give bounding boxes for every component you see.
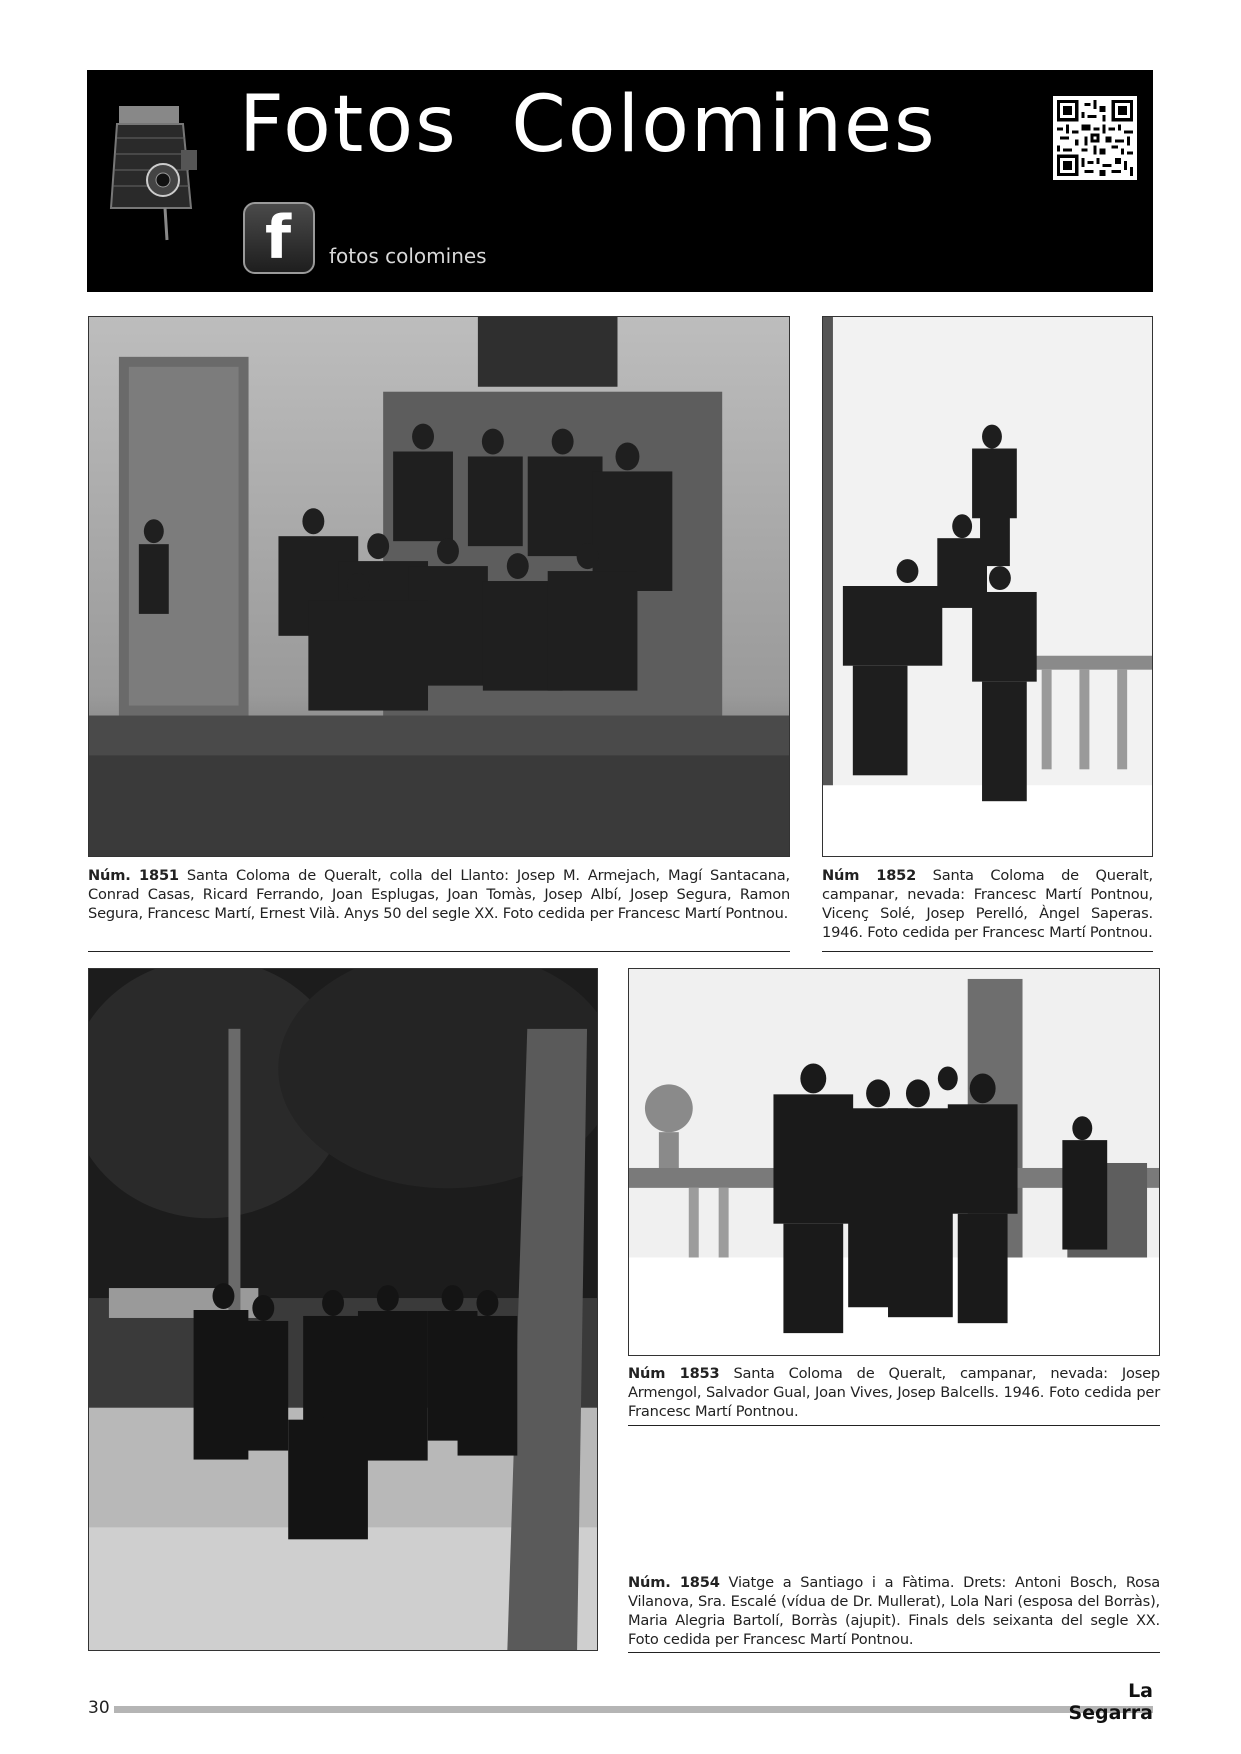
facebook-icon-letter: f: [265, 203, 292, 273]
photo-1853: [628, 968, 1160, 1356]
caption-text: Santa Coloma de Queralt, campanar, nevada: Josep Armengol, Salvador Gual, Joan Vives, Josep Balcells. 1946. Foto cedida per Francesc Martí Pontnou.: [628, 1365, 1160, 1420]
caption-divider: [822, 951, 1153, 952]
photo-1851: [88, 316, 790, 857]
caption-1853: [628, 1364, 1160, 1421]
photo-1852: [822, 316, 1153, 857]
footer-bar: [114, 1706, 1153, 1713]
caption-number: Núm. 1851: [88, 867, 179, 884]
page-title: Fotos Colomines: [239, 80, 937, 170]
caption-1852: [822, 866, 1153, 942]
caption-divider: [88, 951, 790, 952]
qr-code-icon: [1053, 96, 1137, 180]
vintage-camera-icon: [105, 88, 210, 248]
caption-number: Núm. 1854: [628, 1574, 720, 1591]
photo-1854: [88, 968, 598, 1651]
caption-1851: [88, 866, 790, 923]
caption-text: Viatge a Santiago i a Fàtima. Drets: Antoni Bosch, Rosa Vilanova, Sra. Escalé (vídua de Dr. Mullerat), Lola Nari (esposa del Borràs), Maria Alegria Bartolí, Borràs (ajupit). Finals dels seixanta del segle XX. Foto cedida per Francesc Martí Pontnou.: [628, 1574, 1160, 1648]
caption-divider: [628, 1425, 1160, 1426]
facebook-label: fotos colomines: [329, 244, 487, 268]
page-number: 30: [88, 1698, 110, 1718]
header-banner: [87, 70, 1153, 292]
facebook-icon[interactable]: [243, 202, 315, 274]
caption-1854: [628, 1573, 1160, 1649]
caption-number: Núm 1852: [822, 867, 917, 884]
caption-text: Santa Coloma de Queralt, colla del Llanto: Josep M. Armejach, Magí Santacana, Conrad Casas, Ricard Ferrando, Joan Esplugas, Joan Tomàs, Josep Albí, Josep Segura, Ramon Segura, Francesc Martí, Ernest Vilà. Anys 50 del segle XX. Foto cedida per Francesc Martí Pontnou.: [88, 867, 790, 922]
caption-number: Núm 1853: [628, 1365, 720, 1382]
caption-divider: [628, 1652, 1160, 1653]
caption-text: Santa Coloma de Queralt, campanar, nevada: Francesc Martí Pontnou, Vicenç Solé, Josep Perelló, Àngel Saperas. 1946. Foto cedida per Francesc Martí Pontnou.: [822, 867, 1153, 941]
publication-name: La Segarra: [1068, 1680, 1153, 1724]
